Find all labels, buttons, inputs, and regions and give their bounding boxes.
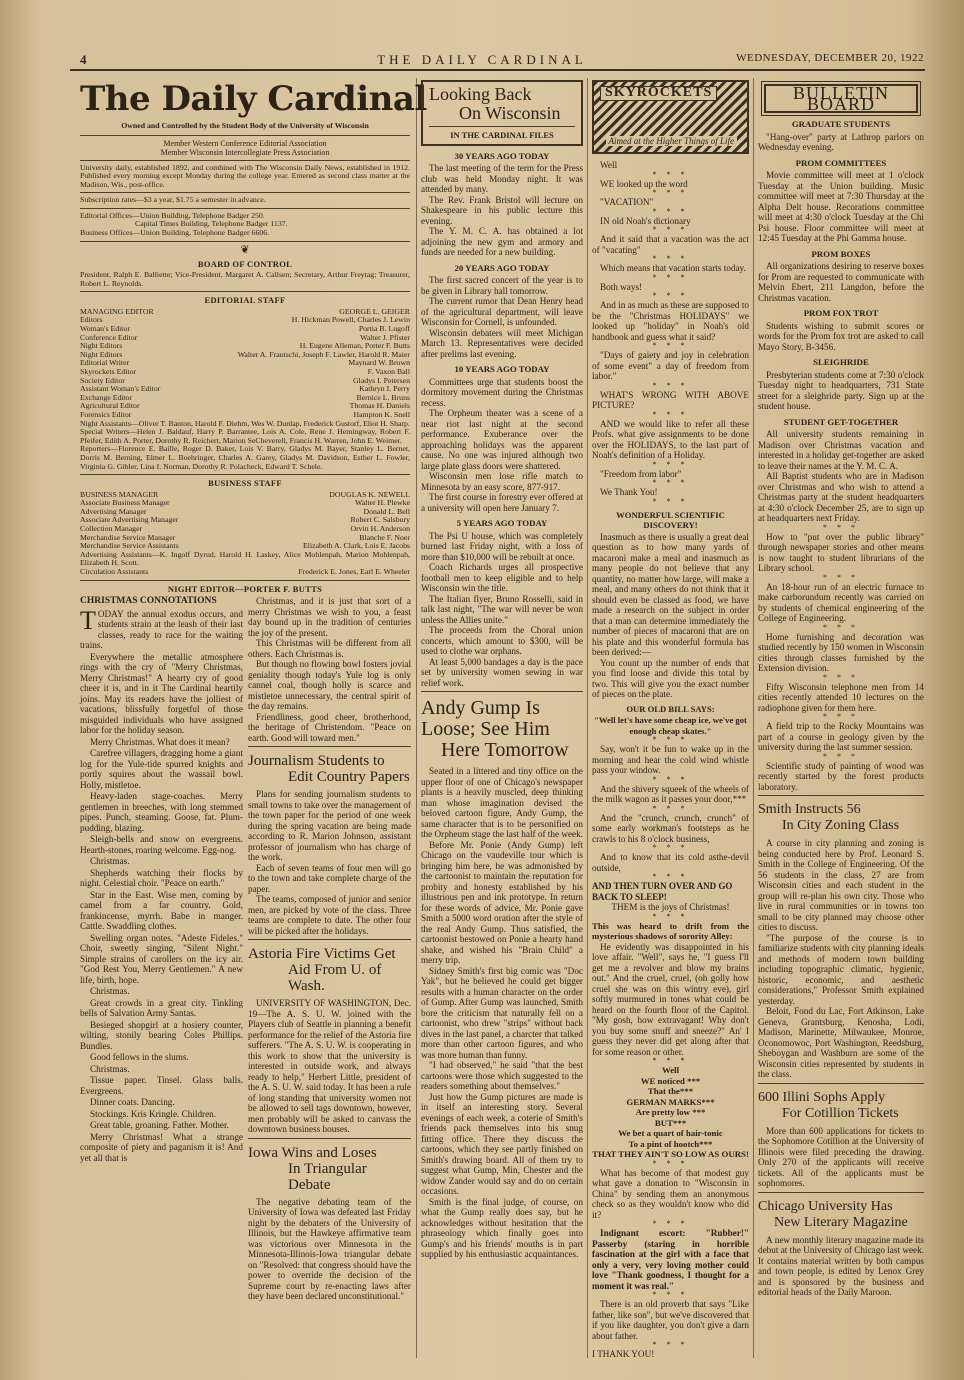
skyrockets-line: And to know that its cold asthe-devil outside, [592, 852, 749, 873]
years-ago-item: The Rev. Frank Bristol will lecture on Shakespeare in his public lecture this evening. [421, 194, 583, 226]
staff-role: Merchandise Service Assistants [80, 541, 179, 551]
staff-role: MANAGING EDITOR [80, 306, 154, 316]
old-bill-quote: "Well let's have some cheap ice, we've got enough cheap skates." [594, 715, 747, 736]
staff-name: Portia B. Lugoff [358, 324, 410, 334]
sorority-text: He evidently was disappointed in his love affair. "Well", says he, "I guess I'll get me a revolver and blow my brains out." And the cruel, cruel, (oh golly how cruel she was on this wintry eve), girl softly murmured in tones what could be heard on the fourth floor of the Capitol. "My gosh, how extravagant! Why don't you buy some snuff and sneeze?" An' I guess they never did get along after that for some reason or other. [592, 941, 749, 1057]
years-ago-item: Wisconsin men lose rifle match to Minnesota by an easy score, 877-917. [421, 471, 583, 492]
article-paragraph: A new monthly literary magazine made its debut at the University of Chicago last week. It contains material written by both campus and town people, is edited by Lenox Grey and is sponsored by the business and editorial heads of the Daily Maroon. [758, 1234, 924, 1297]
german-marks-line: GERMAN MARKS*** [626, 1096, 715, 1107]
smith-headline: Smith Instructs 56 In City Zoning Class [758, 802, 900, 833]
star-separator: * * * [652, 380, 689, 390]
star-separator: * * * [823, 572, 859, 582]
article-paragraph: The negative debating team of the University of Iowa was defeated last Friday night by the debaters of the University of Illinois, but the Hawkeye affirmative team was victorious over Minnesota in the Minnesota-Illinois-Iowa triangular debate on "Resolved: that congress should have the power to override the decision of the Supreme court by re-enacting laws after they have been declared unconstitutional." [248, 1196, 411, 1301]
bulletin-heading: SLEIGHRIDE [813, 357, 869, 367]
christmas-paragraph: Shepherds watching their flocks by night. Celestial choir. "Peace on earth." [80, 867, 243, 888]
skyrockets-line: "VACATION" [600, 197, 654, 207]
staff-role: Skyrockets Editor [80, 367, 137, 376]
staff-role: Night Editors [80, 341, 123, 351]
staff-name: Kathryn I. Perry [359, 384, 410, 394]
masthead-member: Member Wisconsin Intercollegiate Press Association [160, 147, 330, 157]
bulletin-note: How to "put over the public library" through newspaper stories and other means is now taught to student librarians of the Library school. [758, 531, 924, 573]
bulletin-column [758, 80, 924, 1358]
german-marks-line: THAT THEY AIN'T SO LOW AS OURS! [592, 1149, 749, 1159]
star-separator: * * * [652, 272, 689, 282]
running-head-date: WEDNESDAY, DECEMBER 20, 1922 [736, 52, 924, 64]
article-paragraph: Each of seven teams of four men will go to the town and take complete charge of the paper. [248, 862, 411, 894]
staff-name: GEORGE L. GEIGER [339, 306, 410, 316]
bulletin-heading: PROM BOXES [811, 248, 871, 259]
staff-name: Elizabeth A. Clark, Lois E. Jacobs [303, 541, 410, 551]
german-marks-line: We bet a quart of hair-tonic [618, 1128, 723, 1138]
skyrockets-tagline: Aimed at the Higher Things of Life [606, 136, 738, 147]
illini-headline: 600 Illini Sophs Apply For Cotillion Tickets [758, 1089, 899, 1121]
staff-role: Advertising Manager [80, 506, 147, 516]
article-paragraph: Just how the Gump pictures are made is in itself an interesting story. Several evenings of each week, a coterie of Smith's friends pack themselves into his snug fitting office. There they discuss the cartoons, which they see partly finished on Smith's drawing board. All of them try to suggest what Gump, Min, Chester and the widow Zander would say and do on certain occasions. [421, 1091, 583, 1196]
article-paragraph: More than 600 applications for tickets to the Sophomore Cotillion at the University of Illinois were filed preceding the drawing. Only 270 of the applicants will receive tickets. All of the applicants must be sophomores. [758, 1125, 924, 1188]
skyrockets-line: Which means that vacation starts today. [600, 263, 746, 273]
staff-role: Editors [80, 315, 103, 325]
staff-name: Donald L. Bell [363, 506, 410, 516]
skyrockets-line: And the shivery squeek of the wheels of the milk wagon as it passes your door,*** [592, 783, 749, 804]
article-paragraph: Beloit, Fond du Lac, Fort Atkinson, Lake Geneva, Grantsburg, Kenosha, Lodi, Madison, Marinette, Milwaukee, Monroe, Oconomowoc, Port Washington, Reedsburg, Sheboygan and Washburn are some of the Wisconsin cities represented by students in the class. [758, 1006, 924, 1079]
german-marks-line: Well [661, 1065, 680, 1075]
skyrockets-line: WE looked up the word [600, 178, 688, 189]
staff-role: Conference Editor [80, 332, 138, 342]
years-ago-heading: 30 YEARS AGO TODAY [454, 150, 550, 161]
bulletin-note: An 18-hour run of an electric furnace to make carborundum recently was carried on by students of chemical engineering of the College of Engineering. [758, 581, 924, 623]
christmas-paragraph: Stockings. Kris Kringle. Children. [90, 1108, 217, 1119]
christmas-editorial-right [248, 596, 411, 743]
staff-role: Merchandise Service Manager [80, 532, 176, 542]
staff-name: Robert C. Salsbury [350, 515, 410, 525]
thank-you-line: I THANK YOU! [592, 1349, 655, 1359]
christmas-paragraph: Dinner coats. Dancing. [90, 1097, 175, 1107]
christmas-paragraph: Christmas. [90, 1063, 130, 1074]
article-paragraph: Smith is the final judge, of course, on what the Gump really does say, but he acknowledges without hesitation that the phraseology which finally goes into Gump's and his friends' mouths is in part supplied by his enthusiastic acquaintances. [421, 1196, 583, 1259]
staff-role: Forensics Editor [80, 409, 132, 419]
advertising-assistants: Advertising Assistants—K. Ingolf Dyrud, Harold H. Laskey, Alice Mohlenpah, Marion Mohlenpah, Elizabeth H. Scott. [80, 549, 410, 568]
star-separator: * * * [652, 843, 689, 852]
staff-role: Society Editor [80, 375, 125, 385]
years-ago-item: Wisconsin debaters will meet Michigan March 13. Representatives were decided after prelims last evening. [421, 327, 583, 359]
iowa-article [248, 1197, 411, 1302]
years-ago-item: The Orpheum theater was a scene of a near riot last night at the second performance. Exuberance over the approaching holidays was the apparent cause. No one was injured although two large plate glass doors were shattered. [421, 408, 583, 471]
star-separator: * * * [652, 478, 689, 487]
night-assistants: Night Assistants—Oliver T. Banton, Harold F. Diehm, Wes W. Dunlap, Frederick Gustorf, Eliot H. Sharp. [80, 418, 410, 428]
skyrockets-line: And it said that a vacation was the act of "vacating" [592, 234, 749, 255]
skyrockets-line: AND we would like to refer all these Profs. what give assignments to be done over the HOLIDAYS, to the last part of Noah's definition of a Holiday. [592, 418, 749, 460]
christmas-paragraph: Besieged shopgirl at a hosiery counter, wilting, stonily bearing Coles Phillips. Bundles. [80, 1019, 243, 1051]
staff-name: Thomas H. Daniels [349, 401, 410, 411]
editorial-staff-list [80, 308, 410, 420]
article-paragraph: UNIVERSITY OF WASHINGTON, Dec. 19—The A. S. U. W. joined with the Players club of Seattle in planning a benefit performance for the relief of the Astoria fire sufferers. "The A. S. U. W. is cooperating in this work to show that the university is interested in outside work, and always ready to help," Herbert Little, president of the A. S. U. W. said today. It has been a rule of long standing that university women not be allowed to sell tags downtown, however, men probably will be asked to canvass the downtown business houses. [248, 998, 411, 1134]
years-ago-heading: 20 YEARS AGO TODAY [454, 262, 550, 273]
discovery-text-2: You count up the number of ends that you find loose and divide this total by two. This will give you the exact number of pieces on the plate. [592, 657, 749, 699]
old-bill-heading: OUR OLD BILL SAYS: [626, 703, 715, 714]
header-rule [70, 69, 925, 71]
capital-times-office: Capital Times Building, Telephone Badger 1137. [135, 219, 288, 229]
years-ago-heading: 5 YEARS AGO TODAY [456, 518, 548, 528]
board-heading: BOARD OF CONTROL [197, 258, 293, 269]
masthead-ownership: Owned and Controlled by the Student Body of the University of Wisconsin [121, 121, 369, 130]
running-head-title: THE DAILY CARDINAL [377, 52, 587, 67]
star-separator: * * * [652, 872, 689, 881]
years-ago-item: The current rumor that Dean Henry head of the agricultural department, will leave Wisconsin for Cornell, is unfounded. [421, 296, 583, 327]
staff-name: F. Vaxon Ball [367, 367, 410, 376]
christmas-paragraph: Carefree villagers, dragging home a giant log for the Yule-tide spurred knights and portly squires about the wassail bowl. Holly, mistletoe. [80, 748, 243, 790]
article-paragraph: Sidney Smith's first big comic was "Doc Yak", but he believed he could get bigger results with a human character on the order of Gump. After Gump was launched, Smith bore the criticism that naturally fell on a cartoonist, who drew "strips" without back dives in the last panel, a charcter that talked more than other cartoon figures, and who was more human than funny. [421, 965, 583, 1060]
christmas-paragraph: Sleigh-bells and snow on evergreens. Hearth-stones, roaring welcome. Egg-nog. [80, 834, 243, 855]
star-separator: * * * [823, 751, 859, 761]
staff-name: H. Hickman Powell, Charles J. Lewin [291, 315, 410, 325]
years-ago-item: The first sacred concert of the year is to be given in Library hall tomorrow. [421, 275, 583, 296]
article-paragraph: Seated in a littered and tiny office on the upper floor of one of Chicago's newspaper plants is a heavily muscled, deep thinking man whose imagination devised the beloved cartoon figure, Andy Gump, the same character that is to be personified on the Orpheum stage the last half of the week. [421, 766, 584, 839]
staff-role: Collection Manager [80, 524, 143, 533]
discovery-heading: WONDERFUL SCIENTIFIC DISCOVERY! [616, 509, 725, 530]
staff-role: BUSINESS MANAGER [80, 489, 159, 499]
christmas-paragraph: Friendliness, good cheer, brotherhood, the heritage of Christendom. "Peace on earth. Good will toward men." [248, 711, 411, 743]
skyrockets-line: Well [600, 160, 618, 170]
christmas-headline: CHRISTMAS CONNOTATIONS [80, 596, 217, 606]
staff-role: Assistant Woman's Editor [80, 384, 161, 394]
ornament-divider: ❦ [240, 243, 250, 256]
christmas-paragraph: Star in the East. Wise men, coming by camel from a far country. Gold, frankincense, myrrh. Babe in manger. Cattle. Swaddling clothes. [80, 889, 243, 931]
staff-role: Night Editors [80, 349, 123, 359]
sorority-heading: This was heard to drift from the mysterious shadows of sorority Alley: [592, 920, 749, 941]
christmas-paragraph: Everywhere the metallic atmosphere rings with the cry of "Merry Christmas, Merry Christmas!" A hearty cry of good cheer it is, and in it The Cardinal heartily joins. May its readers have the jolliest of vacations, blissfully forgetful of those misguided individuals who have assigned labor for the holiday season. [80, 651, 243, 735]
star-separator: * * * [652, 459, 689, 469]
column-two [248, 596, 411, 1356]
bulletin-heading: STUDENT GET-TOGETHER [783, 416, 899, 427]
staff-name: Walter H. Plewke [354, 498, 410, 508]
skyrockets-line: And the "crunch, crunch, crunch" of some early workman's footsteps as he crawls to his 8 o'clock business, [592, 812, 749, 844]
bed-line: AND THEN TURN OVER AND GO BACK TO SLEEP! [592, 881, 733, 902]
skyrockets-line: "Freedom from labor" [600, 468, 682, 479]
looking-back-sections [421, 151, 583, 689]
bulletin-note: Scientific study of painting of wood was recently started by the forest products laboratory. [758, 760, 924, 792]
staff-name: Orvin H. Anderson [350, 524, 410, 533]
star-separator: * * * [652, 803, 689, 813]
looking-back-subtitle: IN THE CARDINAL FILES [450, 130, 554, 140]
star-separator: * * * [652, 496, 689, 506]
column-divider [416, 78, 417, 1358]
skyrockets-line: "Days of gaiety and joy in celebration of some event" a day of freedom from labor." [592, 350, 749, 381]
christmas-paragraph: Good fellows in the slums. [90, 1052, 189, 1062]
staff-role: Associate Advertising Manager [80, 515, 179, 525]
special-writers: Special Writers—Helen J. Baldauf, Harry P. Barrantee, Lois A. Cole, Rene J. Hemingway, Robert F. Pfeifer, Edith A. Porter, Dorothy R. Reichert, Marion SeCheverell, Francis H. Warren, John E. Weimer. [80, 427, 410, 445]
discovery-text: Inasmuch as there is usually a great deal question as to how many yards of macaroni make a meal and inasmuch as many people do not believe that any quantity, no matter how large, will make a meal, and many others do not think that it should even be classed as food, we have made a research on the subject in order that a man can determine immediately the number of pieces of macaroni that are on his plate and this wonderful formula has been derived:— [592, 531, 749, 657]
skyrockets-line: Both ways! [600, 281, 643, 292]
bulletin-text: Movie committee will meet at 1 o'clock Tuesday at the Union building. Music committee will meet at 7:30 Thursday at the Alpha Delt house. Recorations committee will meet at 4:30 o'clock Tuesday at the Chi Psi house. Floor committee will meet at 12:45 Tuesday at the Phi Gamma house. [758, 170, 924, 243]
article-paragraph: "The purpose of the course is to familiarize students with city planning ideals and methods of modern town building including topographic climatic, hygienic, historic, economic, and aesthetic considerations," Professor Smith explained yesterday. [758, 932, 924, 1006]
staff-name: Bernice L. Bruns [356, 392, 410, 402]
star-separator: * * * [652, 206, 689, 216]
journalism-article [248, 789, 411, 936]
column-three [421, 80, 583, 1358]
christmas-paragraph: Christmas, and it is just that sort of a merry Christmas we wish to you, a feast day bound up in the tradition of centuries the joy of the present. [248, 596, 411, 638]
star-separator: * * * [652, 341, 689, 350]
bulletin-text: All university students remaining in Madison over Christmas vacation and interested in a holiday get-together are asked to leave their names at the Y. M. C. A. [758, 429, 924, 471]
bulletin-text: All Baptist students who are in Madison over Christmas and who wish to attend a Christmas party at the student headquarters at 4:30 o'clock December 25, are to sign up at headquarters next Friday. [758, 471, 924, 523]
bulletin-text: "Hang-over" party at Lathrop parlors on Wednesday evening. [758, 131, 924, 152]
christmas-paragraph: Great table, groaning. Father. Mother. [90, 1120, 229, 1130]
christmas-paragraph: Christmas. [90, 986, 130, 996]
years-ago-item: The first course in forestry ever offered at a university will open here January 7. [421, 492, 583, 513]
staff-role: Exchange Editor [80, 392, 133, 402]
christmas-paragraph: Great crowds in a great city. Tinkling bells of Salvation Army Santas. [80, 997, 243, 1018]
journalism-headline: Journalism Students to Edit Country Papers [248, 753, 410, 785]
bulletin-note: Fifty Wisconsin telephone men from 14 cities recently attended 10 lectures on the radiophone given for them here. [758, 681, 924, 713]
christmas-paragraph: Christmas. [90, 856, 130, 866]
masthead-about: University daily, established 1892, and combined with The Wisconsin Daily News, established in 1912. Published every morning except Monday during the college year. Entered as second class matter at the Madison, Wis., post-office. [80, 162, 410, 189]
bulletin-board-title: BULLETIN BOARD [764, 84, 918, 113]
andy-gump-headline: Andy Gump Is Loose; See Him Here Tomorrow [421, 697, 569, 761]
donation-text: What has become of that modest guy what gave a donation to "Wisconsin in China" by sending them an anonymous check so as they wouldn't know who did it? [592, 1167, 749, 1220]
chicago-article [758, 1235, 924, 1298]
staff-role: Agricultural Editor [80, 401, 140, 411]
article-paragraph: The teams, composed of junior and senior men, are picked by vote of the class. Three teams are complete to date. The other four will be picked after the holidays. [248, 894, 411, 936]
christmas-paragraph: Tissue paper. Tinsel. Glass balls. Evergreens. [80, 1075, 243, 1096]
astoria-headline: Astoria Fire Victims Get Aid From U. of Wash. [248, 946, 396, 994]
german-marks-line: That the*** [647, 1086, 694, 1096]
star-separator: * * * [652, 169, 689, 179]
article-paragraph: Plans for sending journalism students to small towns to take over the management of the town paper for the period of one week during the spring vacation are being made according to R. Marion Johnson, assistant professor of journalism who has charge of the work. [248, 789, 411, 862]
bulletin-note: Home furnishing and decoration was studied recently by 150 women in Wisconsin cities through classes furnished by the Extension division. [758, 631, 924, 673]
staff-role: Associate Business Manager [80, 498, 170, 508]
star-separator: * * * [823, 712, 859, 721]
christmas-lead: ODAY the annual exodus occurs, and students strain at the leash of their last classes, ready to race for the waiting trains. [80, 608, 243, 650]
board-text: President, Ralph E. Balliette; Vice-President, Margaret A. Callsen; Secretary, Arthur Freytag; Treasurer, Robert L. Reynolds. [80, 270, 410, 288]
circulation-row: Circulation Assistants Frederick E. Jones, Earl E. Wheeler [80, 566, 410, 576]
skyrockets-banner: SKYROCKETS Aimed at the Higher Things of Life [592, 80, 749, 154]
star-separator: * * * [823, 622, 859, 632]
star-separator: * * * [652, 774, 689, 784]
christmas-paragraph: This Christmas will be different from all others. Each Christmas is. [248, 638, 411, 659]
masthead-block [80, 79, 427, 594]
german-marks-line: BUT*** [654, 1117, 687, 1128]
staff-name: DOUGLAS K. NEWELL [329, 489, 410, 499]
proverb-text: There is an old proverb that says "Like father, like son", but we've discovered that if you like daughter, you don't give a darn about father. [592, 1299, 749, 1341]
german-marks-line: To a pint of hootch*** [628, 1138, 713, 1149]
christmas-paragraph: Heavy-laden stage-coaches. Merry gentlemen in breeches, with long stemmed pipes. Punch, steaming. Goose, fat. Plum-pudding, blazing. [80, 791, 243, 833]
years-ago-item: The proceeds from the Choral union concerts, which amount to $300, will be used to clothe war orphans. [421, 625, 583, 656]
skyrockets-line: Say, won't it be fun to wake up in the morning and hear the cold wind whistle pass your window. [592, 744, 749, 775]
bulletin-heading: GRADUATE STUDENTS [791, 119, 891, 129]
german-marks-line: Are pretty low *** [635, 1107, 706, 1117]
years-ago-item: The Psi U house, which was completely burned last Friday night, with a loss of more than $10,000 will be rebuilt at once. [421, 530, 583, 562]
subscription-rates: Subscription rates—$3 a year, $1.75 a semester in advance. [80, 195, 266, 205]
night-editor: NIGHT EDITOR—PORTER F. BUTTS [167, 583, 323, 594]
staff-name: Walter A. Frautschi, Joseph F. Lawler, Harold R. Maier [237, 349, 410, 359]
years-ago-item: Coach Richards urges all prospective football men to keep eligible and to help Wisconsin win the title. [421, 562, 583, 593]
staff-name: Walter J. Pfister [360, 332, 410, 342]
indignant-text: Indignant escort: "Rubber!" Passerby (staring in horrible fascination at the girl with a face that only a very, very loving mother could love "Thank goodness, I thought for a moment it was real." [592, 1228, 749, 1291]
bulletin-text: Students wishing to submit scores or words for the Prom fox trot are asked to call Mayo Story, B-3456. [758, 320, 924, 352]
drop-cap: T [80, 605, 96, 635]
star-separator: * * * [652, 225, 689, 234]
staff-name: Maynard W. Brown [348, 358, 410, 368]
christmas-paragraph: Merry Christmas! What a strange composite of piety and paganism it is! And yet all that is [80, 1131, 243, 1163]
chicago-headline: Chicago University Has New Literary Magazine [758, 1198, 908, 1230]
andy-gump-article [421, 766, 583, 1260]
years-ago-heading: 10 YEARS AGO TODAY [454, 364, 550, 374]
smith-article [758, 838, 924, 1080]
years-ago-item: The Italian flyer, Bruno Rosselli, said in talk last night, "The war will never be won unless the Allies unite." [421, 593, 583, 625]
bulletin-heading: PROM FOX TROT [803, 308, 879, 318]
christmas-paragraph: Swelling organ notes. "Adeste Fideles." Choir, sweetly singing, "Silent Night." Simple strains of carollers on the icy air. "God Rest You, Merry Gentlemen." A new life, birth, hope. [80, 932, 243, 985]
years-ago-item: The last meeting of the term for the Press club was held Monday night. It was attended by many. [421, 163, 583, 194]
staff-name: Hampton K. Snell [353, 409, 410, 419]
christmas-editorial-left [80, 596, 243, 1356]
astoria-article [248, 998, 411, 1135]
editorial-staff-heading: EDITORIAL STAFF [204, 295, 286, 306]
skyrockets-line: We Thank You! [600, 487, 658, 497]
star-separator: * * * [652, 254, 689, 263]
staff-role: Editorial Writer [80, 358, 130, 368]
illini-article [758, 1126, 924, 1189]
bulletin-text: All organizations desiring to reserve boxes for Prom are requested to communicate with Melvin Ebert, 211 Langdon, before the Christmas vacation. [758, 261, 924, 303]
star-separator: * * * [823, 672, 859, 682]
years-ago-item: The Y. M. C. A. has obtained a lot adjoining the new gym and armory and funds are needed for a new building. [421, 226, 583, 257]
reporters: Reporters—Florence E. Baille, Roger D. Baker, Lois V. Barry, Gladys M. Bayer, Stanley L. Bernet, Dorris M. Berning, Elmer L. Boehringer, Charles A. Garey, Gladys M. Davidson, Esther L. Fowler, Virginia G. Gibler, Lina I. Norman, Dorothy R. Polacheck, Edward T. Schele. [80, 444, 410, 471]
german-marks-line: WE noticed *** [640, 1075, 701, 1086]
years-ago-item: Committees urge that students boost the dormitory movement during the Christmas recess. [421, 376, 583, 408]
business-staff-list [80, 491, 410, 551]
staff-name: Blanche F. Noer [359, 532, 410, 542]
business-offices: Business Offices—Union Building, Telephone Badger 6606. [80, 228, 270, 238]
masthead-title: The Daily Cardinal [80, 79, 427, 119]
iowa-headline: Iowa Wins and Loses In Triangular Debate [248, 1144, 377, 1193]
christmas-paragraph: But though no flowing bowl fosters jovial geniality though today's Yule log is only cannel coal, though holly is scarce and mistletoe unnecessary, the central spirit of the day remains. [248, 659, 411, 711]
years-ago-item: At least 5,000 bandages a day is the pace set by university women sewing in war relief work. [421, 656, 583, 688]
looking-back-title: Looking Back [429, 84, 532, 104]
star-separator: * * * [652, 188, 689, 197]
skyrockets-line: IN old Noah's dictionary [600, 215, 691, 226]
column-divider [753, 78, 754, 1358]
skyrockets-line: WHAT'S WRONG WITH ABOVE PICTURE? [592, 389, 749, 410]
page-number: 4 [80, 52, 88, 67]
star-separator: * * * [652, 409, 689, 419]
article-paragraph: A course in city planning and zoning is being conducted here by Prof. Leonard S. Smith in the College of Engineering. Of the 56 students in the class, 27 are from Wisconsin cities and each student in the group will re-plan his own city. Those who live in rural communities or in towns too small to be city planned may choose other cities to discuss. [758, 838, 924, 932]
joys-line: THEM is the joys of Christmas! [611, 902, 730, 912]
bulletin-note: A field trip to the Rocky Mountains was part of a course in geology given by the university during the last summer session. [758, 721, 924, 752]
article-paragraph: Before Mr. Ponie (Andy Gump) left Chicago on the vaudeville tour which is bringing him here, he was admonished by the cartoonist to maintain the reputation for probity and honesty established by his illustrious pen and ink prototype. In return for these words of advice, Mr. Ponie gave Smith a 5000 word oration after the style of the real Andy Gump. Thus satisfied, the cartoonist bestowed on Ponie a hearty hand shake, and wished his "Brain Child" a merry trip. [421, 839, 583, 965]
star-separator: * * * [823, 522, 859, 532]
article-paragraph: "I had observed," he said "that the best cartoons were those which suggested to the readers something about themselves." [421, 1060, 583, 1091]
looking-back-box: Looking Back On Wisconsin IN THE CARDINAL FILES [421, 80, 583, 146]
star-separator: * * * [652, 291, 689, 300]
staff-name: H. Eugene Alleman, Porter F. Butts [299, 341, 410, 351]
column-divider [587, 78, 588, 1358]
skyrockets-line: And in as much as these are supposed to be the "Christmas HOLIDAYS" we looked up "holiday" in Noah's old handbook and guess what it said? [592, 300, 749, 342]
editorial-offices: Editorial Offices—Union Building, Telephone Badger 250. [80, 210, 265, 220]
skyrockets-column: SKYROCKETS Aimed at the Higher Things of Life Well * * * WE looked up the word * * * "VACATION" * * * IN old Noah's dictionary * * * And it said that a vacation was the act of "vacating" * * * Which means that vacation starts today. * * * Both ways! * * * And in as much as these are supposed to be the "Christmas HOLIDAYS" we looked up "holiday" in Noah's old handbook and guess what it said? * * * "Days of gaiety and joy in celebration of some event" a day of freedom from labor." * * * WHAT'S WRONG WITH ABOVE PICTURE? * * * AND we would like to refer all these Profs. what give assignments to be done over the HOLIDAYS, to the last part of Noah's definition of a Holiday. * * * "Freedom from labor" * * * We Thank You! * * * WONDERFUL SCIENTIFIC DISCOVERY! Inasmuch as there is usually a great deal question as to how many yards of macaroni make a meal and inasmuch as many people do not believe that any quantity, no matter how large, will make a meal, and many others do not think that it should even be classed as food, we have made a research on the subject in order that a man can determine immediately the number of pieces of macaroni that are on his plate and this wonderful formula has been derived:— You count up the number of ends that you find loose and divide this total by two. This will give you the exact number of pieces on the plate. OUR OLD BILL SAYS: "Well let's have some cheap ice, we've got enough cheap skates." * * * Say, won't it be fun to wake up in the morning and hear the cold wind whistle pass your window. * * * And the shivery squeek of the wheels of the milk wagon as it passes your door,*** * * * And the "crunch, crunch, crunch" of some early workman's footsteps as he crawls to his 8 o'clock business, * * * And to know that its cold asthe-devil outside, * * * AND THEN TURN OVER AND GO BACK TO SLEEP! THEM is the joys of Christmas! * * * This was heard to drift from the mysterious shadows of sorority Alley: He evidently was disappointed in his love affair. "Well", says he, "I guess I'll get me a revolver and blow my brains out." And the cruel, cruel, (oh golly how cruel she was on this wintry eve), girl softly murmured in tones what could be heard on the fourth floor of the Capitol. "My gosh, how extravagant! Why don't you buy some snuff and sneeze?" An' I guess they never did get along after that for some reason or other. * * * Well WE noticed *** That the*** GERMAN MARKS*** Are pretty low *** BUT*** We bet a quart of hair-tonic To a pint of hootch*** THAT THEY AIN'T SO LOW AS OURS! * * * What has become of that modest guy what gave a donation to "Wisconsin in China" by sending them an anonymous check so as they wouldn't know who did it? * * * Indignant escort: "Rubber!" Passerby (staring in horrible fascination at the girl with a face that only a very, very loving mother could love "Thank goodness, I thought for a moment it was real." * * * There is an old proverb that says "Like father, like son", but we've discovered that if you like daughter, you don't give a darn about father. * * * I THANK YOU! [592, 80, 749, 1358]
bulletin-text: Presbyterian students come at 7:30 o'clock Tuesday night to headquarters, 731 State street for a sleighride party. Sign up at the student house. [758, 369, 924, 411]
business-staff-heading: BUSINESS STAFF [208, 478, 282, 489]
staff-name: Gladys I. Petersen [353, 375, 410, 385]
christmas-paragraph: Merry Christmas. What does it mean? [90, 736, 230, 747]
masthead-member: Member Western Conference Editorial Association [163, 138, 327, 148]
bulletin-heading: PROM COMMITTEES [795, 157, 887, 168]
staff-role: Woman's Editor [80, 324, 130, 334]
